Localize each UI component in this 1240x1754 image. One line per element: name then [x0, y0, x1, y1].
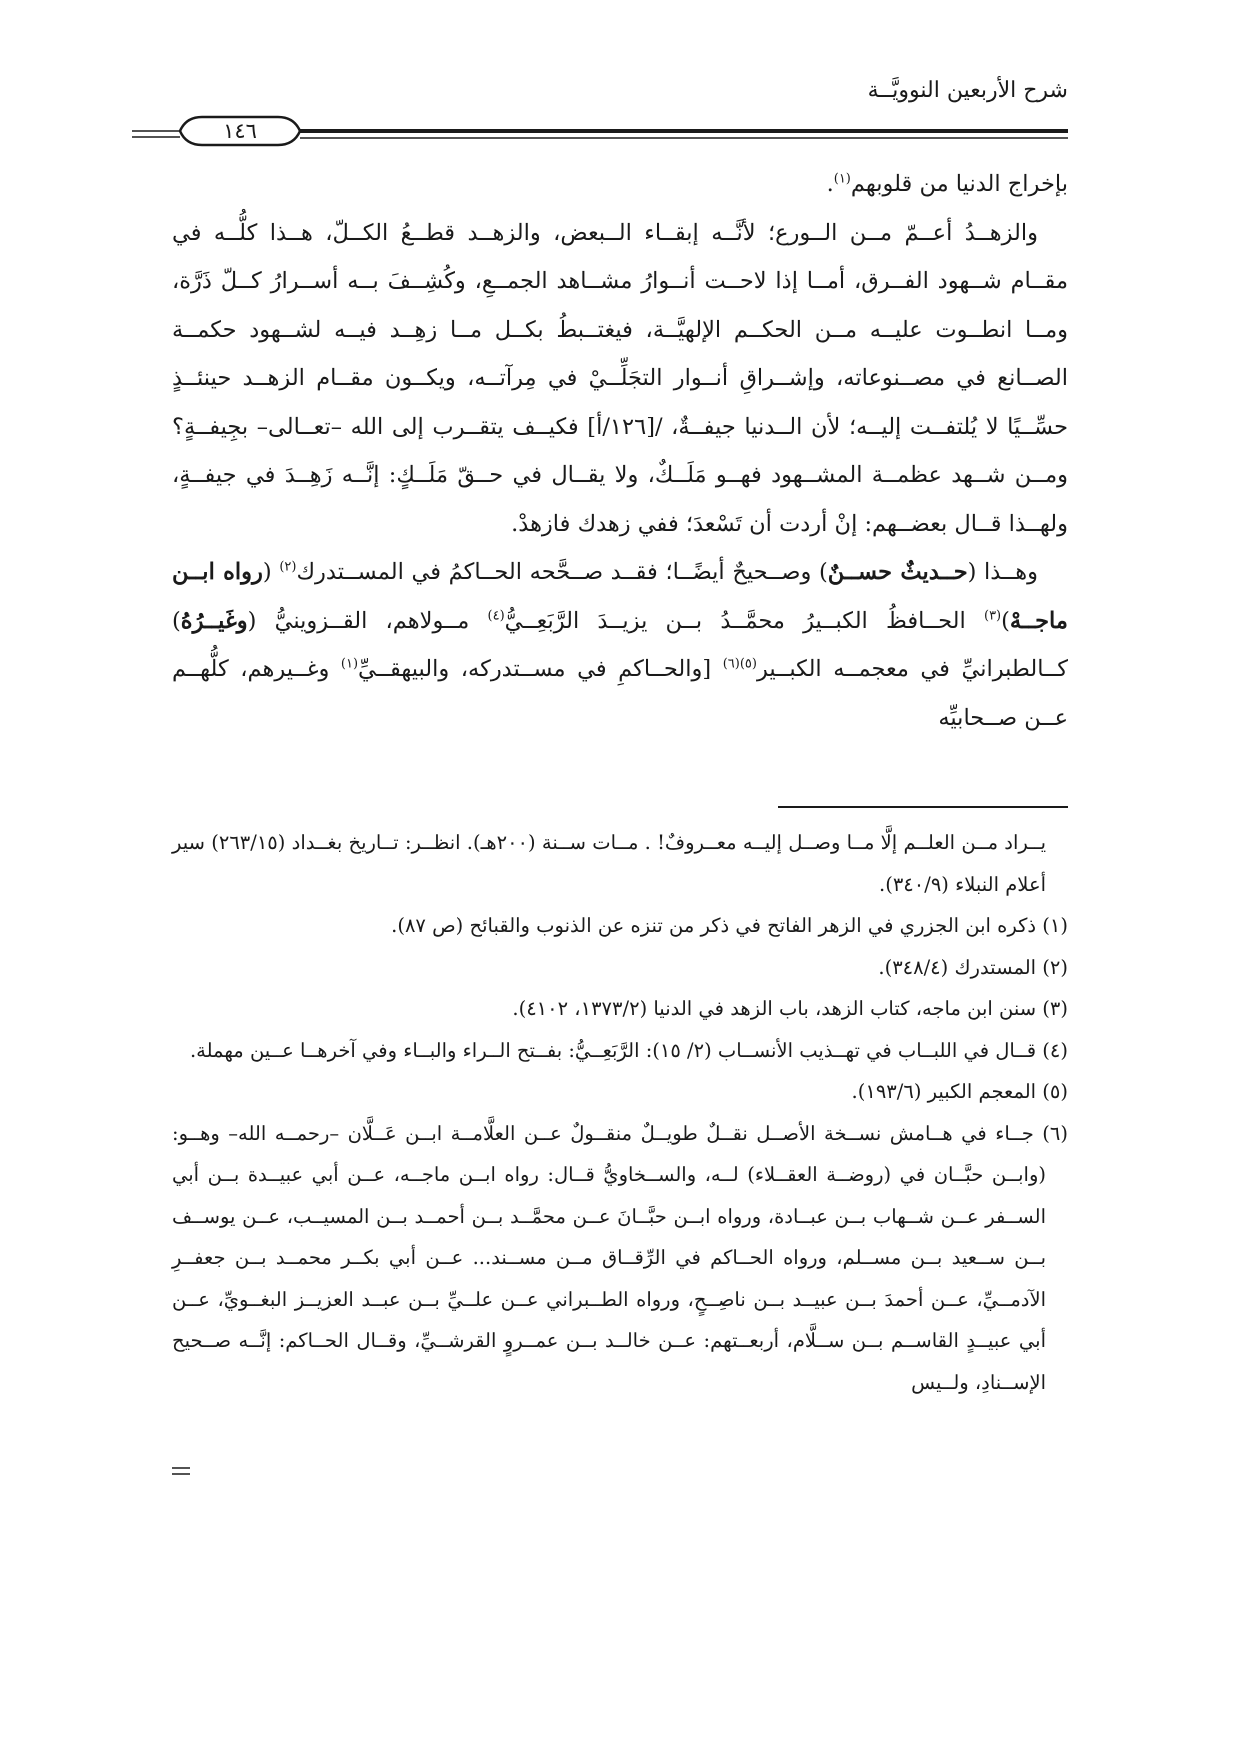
footnote-ref: (٢) [279, 559, 297, 575]
text-run: وهــذا ( [967, 559, 1039, 585]
text-run: الحــافظُ الكبــيرُ محمَّــدُ بــن يزيــدَ الرَّبَعِــيُّ [504, 607, 984, 634]
footnote-1: (١) ذكره ابن الجزري في الزهر الفاتح في ذكر من تنزه عن الذنوب والقبائح (ص ٨٧). [391, 914, 1068, 937]
text-run: وغــيرهم، كلُّهــم عــن صــحابيِّه [172, 656, 1068, 731]
text-run: ) وصــحيحٌ أيضًــا؛ فقــد صــحَّحه الحــاكمُ في المســتدرك [296, 559, 828, 585]
text-run: ) [1001, 607, 1010, 634]
main-text [172, 160, 1068, 742]
bold-text: حــديثٌ حســنٌ [827, 559, 968, 585]
footnote-ref: (٣) [983, 608, 1002, 623]
text-run: . [826, 171, 834, 197]
footnote-2: (٢) المستدرك (٣٤٨/٤). [878, 955, 1068, 979]
paragraph-3 [172, 548, 1068, 742]
continuation-mark-icon [172, 1466, 190, 1476]
text-run: ) كــالطبرانيِّ في معجمــه الكبــير [172, 607, 1068, 682]
footnote-ref: (٥)(٦) [722, 656, 757, 672]
footnote-4: (٤) قــال في اللبــاب في تهــذيب الأنســاب (٢/ ١٥): الرَّبَعِــيُّ: بفــتح الــراء والبــاء وفي آخرهــا عــين مهملة. [189, 1038, 1068, 1062]
paragraph-2: والزهــدُ أعــمّ مــن الــورع؛ لأنَّــه إبقــاء الــبعض، والزهــد قطــعُ الكــلّ، هــذا كلُّــه في مقــام شــهود الفــرق، أمــا إذا لاحــت أنــوارُ مشــاهد الجمــعِ، وكُشِــفَ بــه أســرارُ كــلّ ذَرَّة، ومــا انطــوت عليــه مــن الحكــم الإلهيَّــة، فيغتــبطُ بكــل مــا زهِــد فيــه لشــهود حكمــة الصــانع في مصــنوعاته، وإشــراقِ أنــوار التجَلِّــيْ في مِرآتــه، ويكــون مقــام الزهــد حينئــذٍ حسِّــيًا لا يُلتفــت إليــه؛ لأن الــدنيا جيفــةٌ، /[١٢٦/أ] فكيــف يتقــرب إلى الله –تعــالى– بجِيفــةٍ؟ ومــن شــهد عظمــة المشــهود فهــو مَلَــكٌ، ولا يقــال في حــقّ مَلَــكٍ: إنَّــه زَهِــدَ في جيفــةٍ، ولهــذا قــال بعضــهم: إنْ أردت أن تَسْعدَ؛ ففي زهدك فازهدْ. [172, 219, 1068, 537]
paragraph-1 [172, 160, 1068, 209]
footnote-5: (٥) المعجم الكبير (١٩٣/٦). [851, 1080, 1068, 1103]
text-run: [والحــاكمِ في مســتدركه، والبيهقــيِّ [358, 656, 723, 682]
page-number: ١٤٦ [223, 119, 257, 143]
footnote-continuation: يــراد مــن العلــم إلَّا مــا وصــل إليــه معــروفٌ! . مــات ســنة (٢٠٠هـ). انظــر: تــاريخ بغــداد (٢٦٣/١٥) سير أعلام النبلاء (٣٤٠/٩). [172, 831, 1047, 896]
footnote-ref: (١) [340, 656, 359, 672]
footnote-separator [778, 806, 1068, 808]
text-run: ( [262, 559, 280, 585]
bold-text: رواه ابــن ماجــهْ [172, 559, 1068, 634]
footnote-6: (٦) جــاء في هــامش نســخة الأصــل نقــلٌ طويــلٌ منقــولٌ عــن العلَّامــة ابــن عَــلَّان –رحمــه الله– وهــو: (وابــن حبَّــان في (روضــة العقــلاء) لــه، والســخاويُّ قــال: رواه ابــن ماجــه، عــن أبي عبيــدة بــن أبي الســفر عــن شــهاب بــن عبــادة، ورواه ابــن حبَّــانَ عــن محمَّــد بــن أحمــد بــن المسيــب، عــن يوســف بــن ســعيد بــن مســلم، ورواه الحــاكم في الرِّقــاق مــن مســند... عــن أبي بكــر محمــد بــن جعفــرِ الآدمــيِّ، عــن أحمدَ بــن عبيــد بــن ناصِــحٍ، ورواه الطــبراني عــن علــيِّ بــن عبــد العزيــز البغــويِّ، عــن أبي عبيــدٍ القاســم بــن ســلَّام، أربعــتهم: عــن خالــد بــن عمــروٍ القرشــيِّ، وقــال الحــاكم: إنَّــه صــحيح الإســنادِ، ولــيس [172, 1121, 1068, 1394]
footnote-ref: (٤) [487, 608, 505, 623]
footnote-ref: (١) [833, 171, 851, 187]
running-title: شرح الأربعين النوويَّــة [867, 78, 1068, 103]
text-run: بإخراج الدنيا من قلوبهم [850, 171, 1068, 197]
text-run: مــولاهم، القــزوينيُّ ( [247, 607, 488, 634]
bold-text: وغَيــرُهُ [180, 607, 248, 634]
footnote-3: (٣) سنن ابن ماجه، كتاب الزهد، باب الزهد في الدنيا (١٣٧٣/٢، ٤١٠٢). [512, 997, 1068, 1020]
footnotes [172, 822, 1068, 1403]
